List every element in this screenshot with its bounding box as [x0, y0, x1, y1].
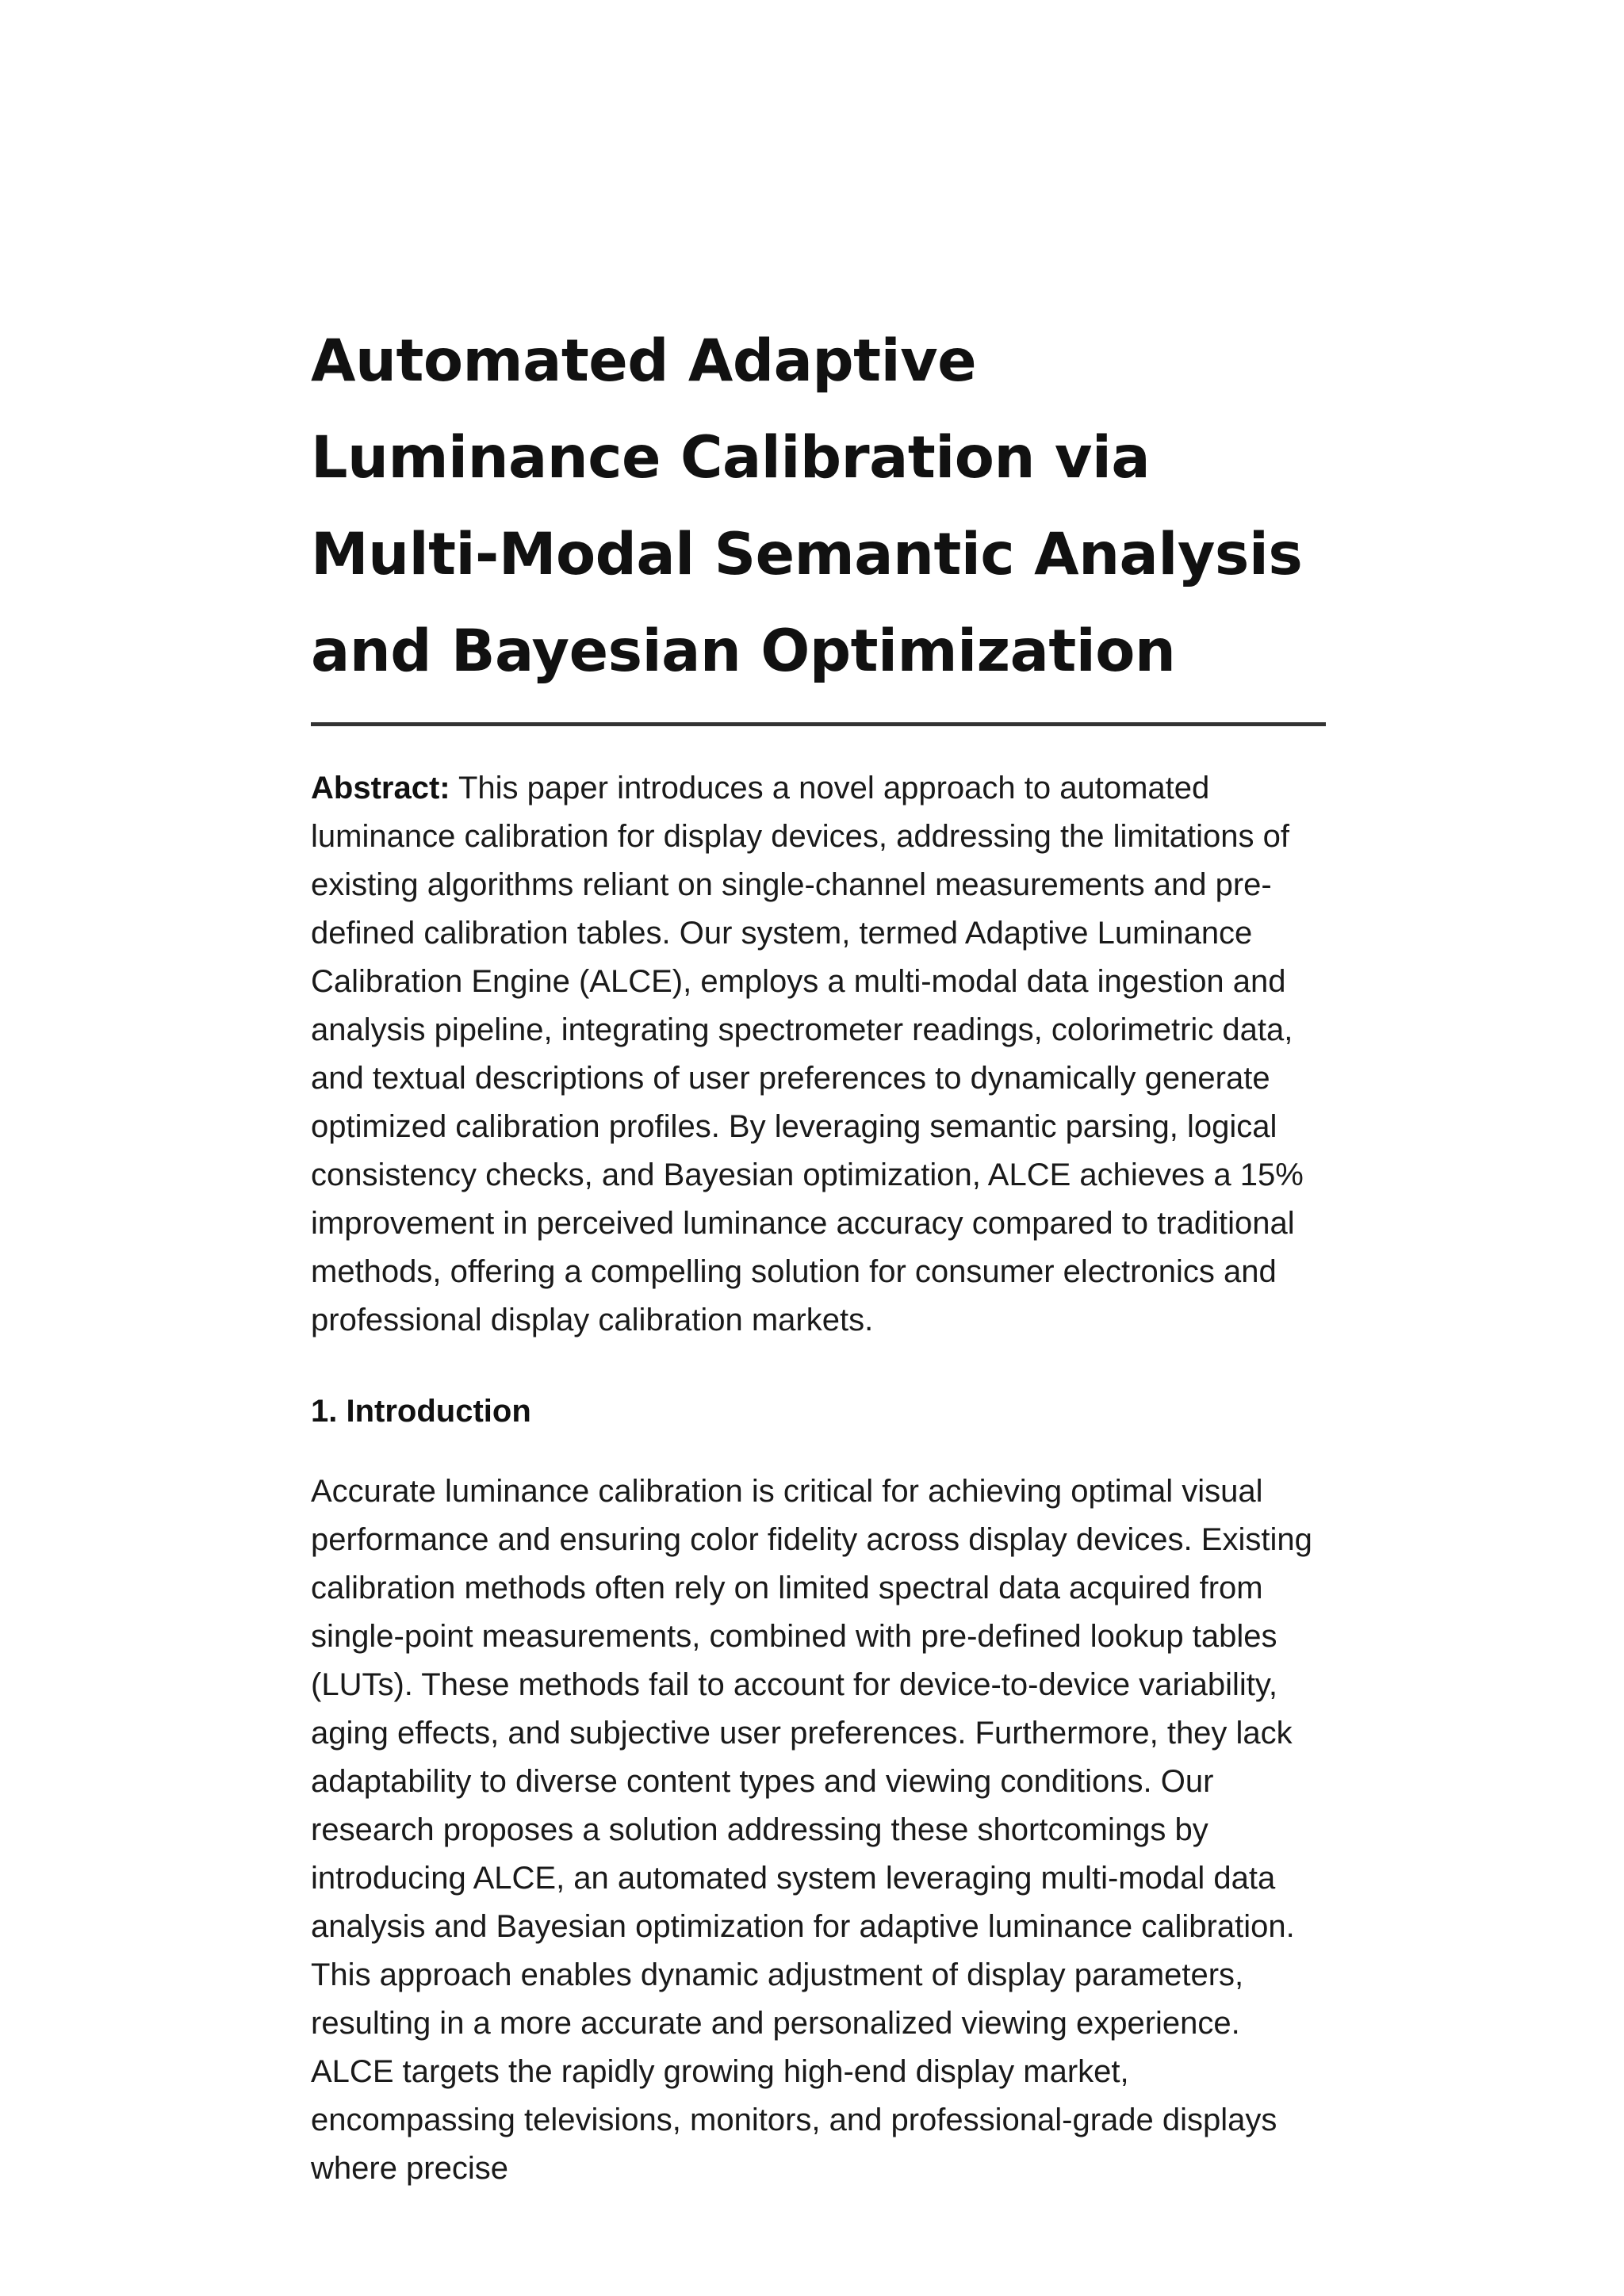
abstract [311, 764, 1326, 1345]
paper-title: Automated Adaptive Luminance Calibration via Multi-Modal Semantic Analysis and Bayesian Optimization [311, 327, 1303, 685]
paper-page [311, 313, 1326, 2193]
abstract-label: Abstract: [311, 771, 450, 806]
introduction-paragraph: Accurate luminance calibration is critical for achieving optimal visual performance and ensuring color fidelity across display devices. Existing calibration methods often rely on limited spectral data acquired from single-point measurements, combined with pre-defined lookup tables (LUTs). These methods fail to account for device-to-device variability, aging effects, and subjective user preferences. Furthermore, they lack adaptability to diverse content types and viewing conditions. Our research proposes a solution addressing these shortcomings by introducing ALCE, an automated system leveraging multi-modal data analysis and Bayesian optimization for adaptive luminance calibration. This approach enables dynamic adjustment of display parameters, resulting in a more accurate and personalized viewing experience. ALCE targets the rapidly growing high-end display market, encompassing televisions, monitors, and professional-grade displays where precise [311, 1474, 1312, 2186]
section-heading-introduction: 1. Introduction [311, 1394, 531, 1429]
abstract-text: This paper introduces a novel approach to automated luminance calibration for display devices, addressing the limitations of existing algorithms reliant on single-channel measurements and pre-defined calibration tables. Our system, termed Adaptive Luminance Calibration Engine (ALCE), employs a multi-modal data ingestion and analysis pipeline, integrating spectrometer readings, colorimetric data, and textual descriptions of user preferences to dynamically generate optimized calibration profiles. By leveraging semantic parsing, logical consistency checks, and Bayesian optimization, ALCE achieves a 15% improvement in perceived luminance accuracy compared to traditional methods, offering a compelling solution for consumer electronics and professional display calibration markets. [311, 771, 1304, 1337]
title-divider [311, 722, 1326, 726]
